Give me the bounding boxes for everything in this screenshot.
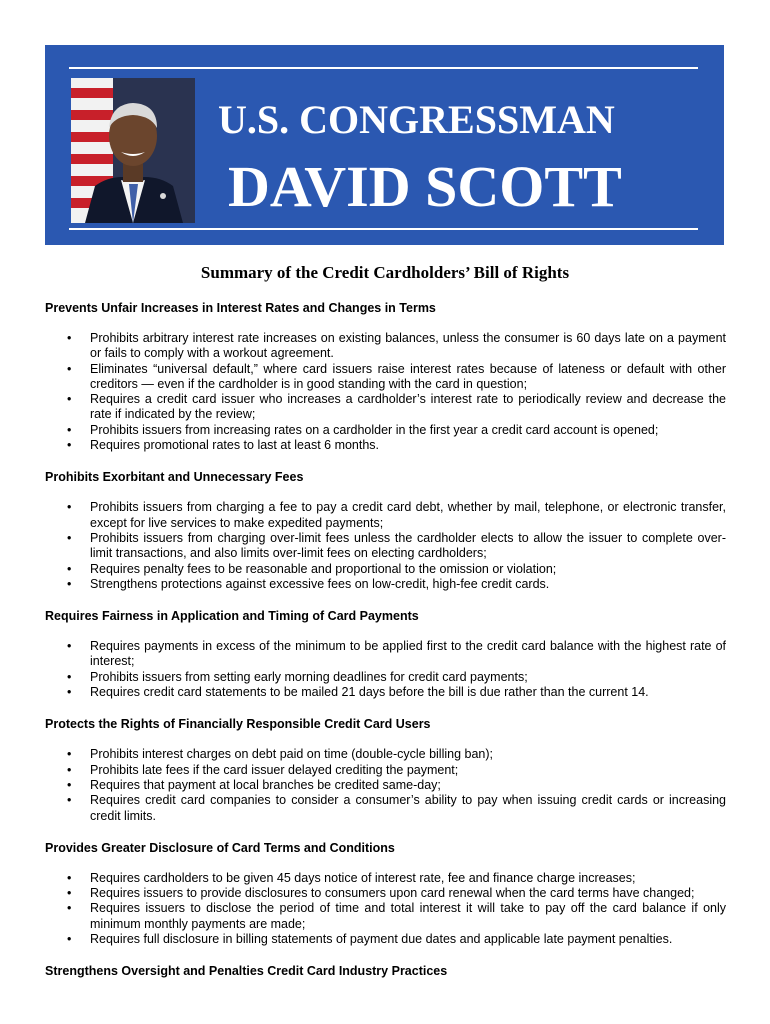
banner-bottom-rule (69, 228, 698, 230)
bullet-icon: • (67, 500, 72, 515)
list-item (45, 670, 726, 685)
bullet-icon: • (67, 747, 72, 762)
bullet-icon: • (67, 901, 72, 916)
list-item (45, 362, 726, 393)
list-item (45, 901, 726, 932)
list-item-text: Eliminates “universal default,” where card issuers raise interest rates because of lateness or default with other creditors — even if the cardholder is in good standing with the card in question; (90, 361, 726, 391)
list-item (45, 778, 726, 793)
bullet-icon: • (67, 886, 72, 901)
bullet-icon: • (67, 561, 72, 576)
list-item-text: Prohibits late fees if the card issuer delayed crediting the payment; (90, 762, 459, 777)
list-item-text: Requires penalty fees to be reasonable and proportional to the omission or violation; (90, 561, 557, 576)
list-item-text: Requires issuers to disclose the period of time and total interest it will take to pay off the card balance if only minimum monthly payments are made; (90, 901, 726, 931)
bullet-icon: • (67, 422, 72, 437)
banner-top-rule (69, 67, 698, 69)
list-item (45, 793, 726, 824)
bullet-icon: • (67, 576, 72, 591)
list-item-text: Prohibits interest charges on debt paid on time (double-cycle billing ban); (90, 747, 494, 762)
bullet-icon: • (67, 932, 72, 947)
portrait-illustration (71, 78, 195, 223)
section-item-list (45, 871, 726, 947)
bullet-icon: • (67, 639, 72, 654)
section-heading: Prevents Unfair Increases in Interest Rates and Changes in Terms (45, 301, 436, 315)
list-item (45, 562, 726, 577)
section-item-list (45, 639, 726, 700)
bullet-icon: • (67, 530, 72, 545)
bullet-icon: • (67, 361, 72, 376)
congressman-portrait (71, 78, 195, 223)
bullet-icon: • (67, 669, 72, 684)
list-item (45, 438, 726, 453)
list-item (45, 639, 726, 670)
list-item-text: Requires credit card companies to consider a consumer’s ability to pay when issuing credit cards or increasing credit limits. (90, 793, 726, 823)
list-item (45, 932, 726, 947)
section-item-list (45, 747, 726, 823)
bullet-icon: • (67, 793, 72, 808)
bullet-icon: • (67, 438, 72, 453)
list-item (45, 531, 726, 562)
list-item (45, 871, 726, 886)
list-item-text: Requires promotional rates to last at least 6 months. (90, 438, 380, 453)
banner-title: U.S. CONGRESSMAN (218, 97, 615, 142)
section-heading: Strengthens Oversight and Penalties Credit Card Industry Practices (45, 964, 448, 979)
list-item (45, 392, 726, 423)
bullet-icon: • (67, 685, 72, 700)
document-body (45, 300, 726, 994)
list-item-text: Requires cardholders to be given 45 days notice of interest rate, fee and finance charge increases; (90, 870, 636, 885)
section-item-list (45, 331, 726, 453)
section-heading: Protects the Rights of Financially Responsible Credit Card Users (45, 717, 431, 732)
list-item-text: Requires payments in excess of the minimum to be applied first to the credit card balance with the highest rate of interest; (90, 639, 726, 669)
list-item-text: Requires full disclosure in billing statements of payment due dates and applicable late payment penalties. (90, 932, 673, 947)
list-item-text: Prohibits issuers from charging over-limit fees unless the cardholder elects to allow the issuer to complete over-limit transactions, and also limits over-limit fees on electing cardholders; (90, 530, 726, 561)
congressman-banner (45, 45, 724, 245)
list-item-text: Prohibits issuers from setting early morning deadlines for credit card payments; (90, 669, 528, 684)
bullet-icon: • (67, 392, 72, 407)
bullet-icon: • (67, 762, 72, 777)
list-item-text: Prohibits issuers from increasing rates on a cardholder in the first year a credit card account is opened; (90, 422, 659, 437)
banner-name: DAVID SCOTT (228, 154, 622, 219)
section-heading: Provides Greater Disclosure of Card Terms and Conditions (45, 840, 395, 855)
list-item-text: Requires credit card statements to be mailed 21 days before the bill is due rather than the current 14. (90, 685, 649, 700)
list-item (45, 577, 726, 592)
list-item (45, 331, 726, 362)
section-item-list (45, 500, 726, 592)
list-item-text: Prohibits issuers from charging a fee to pay a credit card debt, whether by mail, telephone, or electronic transfer, except for live services to make expedited payments; (90, 500, 726, 530)
section-heading: Requires Fairness in Application and Timing of Card Payments (45, 609, 419, 624)
list-item (45, 500, 726, 531)
bullet-icon: • (67, 777, 72, 792)
bullet-icon: • (67, 870, 72, 885)
list-item (45, 763, 726, 778)
list-item (45, 747, 726, 762)
document-title: Summary of the Credit Cardholders’ Bill of Rights (200, 263, 570, 282)
list-item-text: Requires a credit card issuer who increases a cardholder’s interest rate to periodically review and decrease the rate if indicated by the review; (90, 392, 726, 422)
list-item (45, 423, 726, 438)
list-item-text: Strengthens protections against excessive fees on low-credit, high-fee credit cards. (90, 576, 550, 591)
section-heading: Prohibits Exorbitant and Unnecessary Fees (45, 470, 304, 485)
list-item (45, 886, 726, 901)
list-item-text: Requires that payment at local branches be credited same-day; (90, 777, 441, 792)
bullet-icon: • (67, 331, 72, 345)
list-item-text: Requires issuers to provide disclosures to consumers upon card renewal when the card terms have changed; (90, 886, 695, 901)
list-item-text: Prohibits arbitrary interest rate increases on existing balances, unless the consumer is 60 days late on a payment or fails to comply with a workout agreement. (90, 331, 726, 361)
list-item (45, 685, 726, 700)
